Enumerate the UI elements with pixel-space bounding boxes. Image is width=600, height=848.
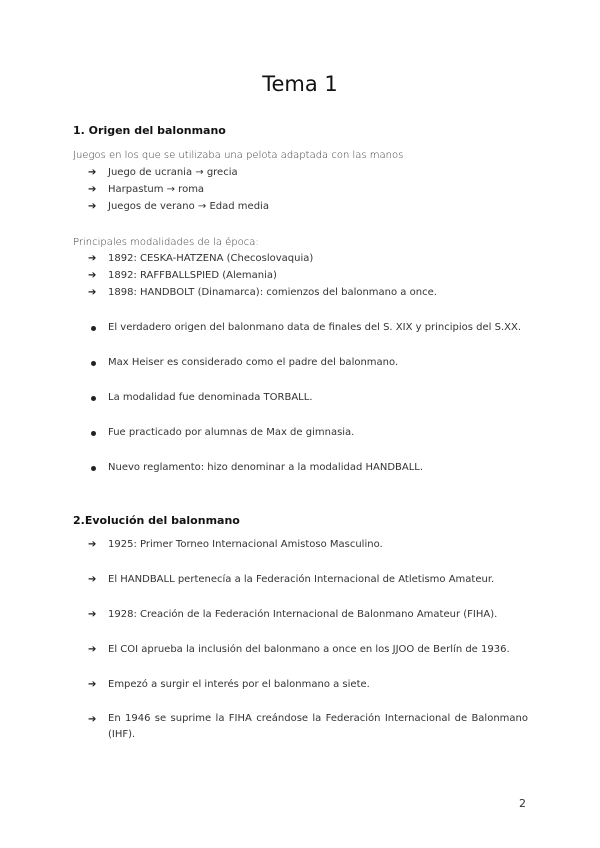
arrow-icon: ➔ xyxy=(88,167,97,178)
arrow-icon: ➔ xyxy=(88,253,97,264)
arrow-icon: ➔ xyxy=(88,609,97,620)
arrow-icon: ➔ xyxy=(88,679,97,690)
bullet-icon xyxy=(91,431,96,436)
arrow-icon: ➔ xyxy=(88,539,97,550)
bullet-icon xyxy=(91,361,96,366)
page-number: 2 xyxy=(519,797,526,810)
section-2-heading: 2.Evolución del balonmano xyxy=(73,514,240,527)
modalities-intro: Principales modalidades de la época: xyxy=(73,237,259,248)
arrow-icon: ➔ xyxy=(88,714,97,725)
arrow-icon: ➔ xyxy=(88,644,97,655)
bullet-icon xyxy=(91,326,96,331)
bullet-icon xyxy=(91,396,96,401)
bullet-icon xyxy=(91,466,96,471)
arrow-icon: ➔ xyxy=(88,574,97,585)
section-1-heading: 1. Origen del balonmano xyxy=(73,124,226,137)
arrow-icon: ➔ xyxy=(88,184,97,195)
page-title: Tema 1 xyxy=(262,72,338,96)
arrow-icon: ➔ xyxy=(88,287,97,298)
section-1-intro: Juegos en los que se utilizaba una pelota adaptada con las manos xyxy=(73,150,404,161)
arrow-icon: ➔ xyxy=(88,270,97,281)
arrow-icon: ➔ xyxy=(88,201,97,212)
